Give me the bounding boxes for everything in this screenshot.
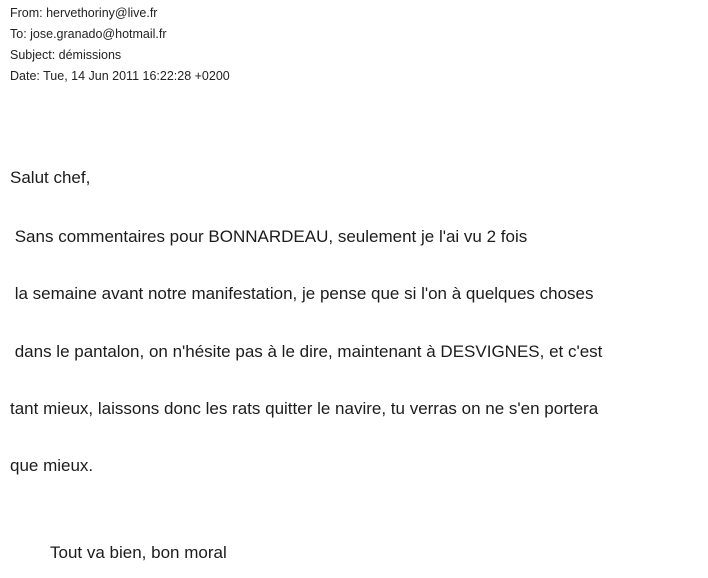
body-line: Sans commentaires pour BONNARDEAU, seulement je l'ai vu 2 fois	[10, 227, 528, 246]
body-line: la semaine avant notre manifestation, je pense que si l'on à quelques choses	[10, 284, 594, 303]
subject-header: Subject: démissions	[10, 48, 122, 62]
email-headers	[10, 3, 230, 87]
greeting: Salut chef,	[10, 168, 91, 187]
body-line: dans le pantalon, on n'hésite pas à le dire, maintenant à DESVIGNES, et c'est	[10, 342, 603, 361]
body-line: que mieux.	[10, 456, 94, 475]
from-header: From: hervethoriny@live.fr	[10, 6, 158, 20]
body-line: tant mieux, laissons donc les rats quitter le navire, tu verras on ne s'en portera	[10, 399, 599, 418]
date-header: Date: Tue, 14 Jun 2011 16:22:28 +0200	[10, 69, 230, 83]
closing: Tout va bien, bon moral	[50, 543, 227, 562]
to-header: To: jose.granado@hotmail.fr	[10, 27, 167, 41]
